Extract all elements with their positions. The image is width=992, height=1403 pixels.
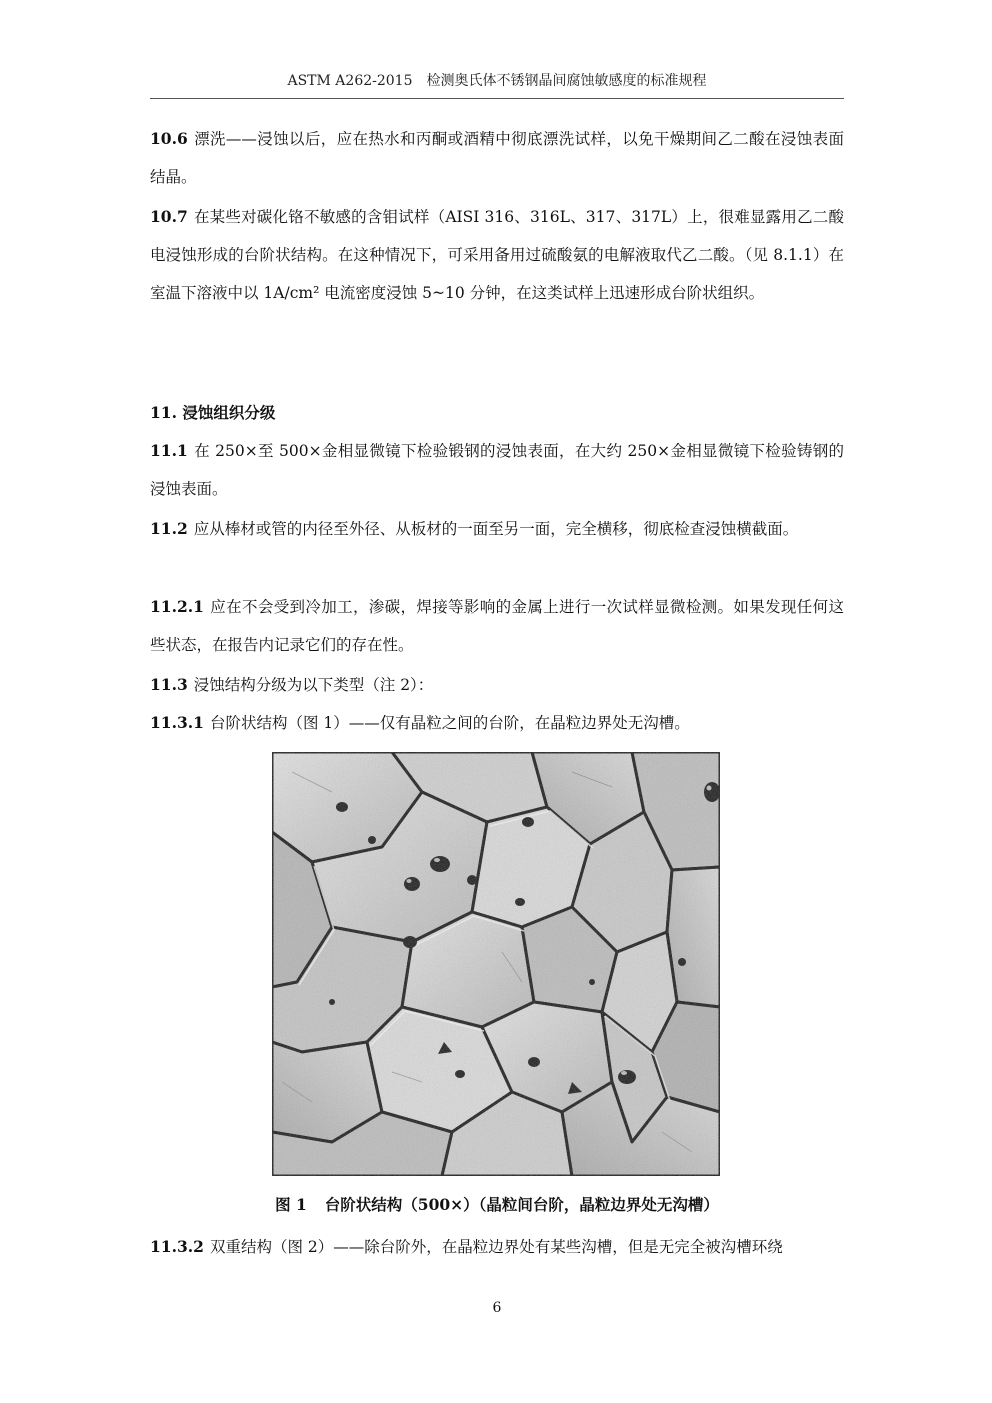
figure-caption-text: 台阶状结构（500×）（晶粒间台阶，晶粒边界处无沟槽） [324, 1195, 719, 1214]
paragraph-11-3-1 [150, 704, 844, 742]
paragraph-10-6 [150, 120, 844, 196]
clause-text: 在某些对碳化铬不敏感的含钼试样（AISI 316、316L、317、317L）上，很难显露用乙二酸电浸蚀形成的台阶状结构。在这种情况下，可采用备用过硫酸氨的电解液取代乙二酸。（见 8.1.1）在室温下溶液中以 1A/cm² 电流密度浸蚀 5~10 分钟，在这类试样上迅速形成台阶状组织。 [150, 208, 844, 302]
paragraph-10-7 [150, 198, 844, 312]
paragraph-11-3-2 [150, 1228, 844, 1266]
figure-caption [150, 1190, 844, 1220]
micrograph-image [272, 752, 720, 1176]
clause-number: 11.1 [150, 441, 188, 460]
clause-number: 11.3.2 [150, 1237, 204, 1256]
running-header: ASTM A262-2015 检测奥氏体不锈钢晶间腐蚀敏感度的标准规程 [150, 70, 844, 99]
clause-number: 10.6 [150, 129, 188, 148]
paragraph-11-2-1 [150, 588, 844, 664]
section-number: 11. [150, 403, 177, 422]
page-number: 6 [492, 1300, 502, 1316]
clause-text: 双重结构（图 2）——除台阶外，在晶粒边界处有某些沟槽，但是无完全被沟槽环绕 [209, 1238, 783, 1256]
clause-text: 应在不会受到冷加工，渗碳，焊接等影响的金属上进行一次试样显微检测。如果发现任何这些状态，在报告内记录它们的存在性。 [150, 598, 844, 654]
paragraph-11-2 [150, 510, 844, 548]
section-heading-11 [150, 394, 844, 432]
clause-number: 11.3 [150, 675, 188, 694]
clause-text: 在 250×至 500×金相显微镜下检验锻钢的浸蚀表面，在大约 250×金相显微镜下检验铸钢的浸蚀表面。 [150, 442, 844, 498]
clause-number: 11.2 [150, 519, 188, 538]
clause-text: 浸蚀结构分级为以下类型（注 2）： [193, 676, 434, 694]
section-title: 浸蚀组织分级 [182, 403, 276, 422]
clause-text: 台阶状结构（图 1）——仅有晶粒之间的台阶，在晶粒边界处无沟槽。 [209, 714, 690, 732]
clause-text: 漂洗——浸蚀以后，应在热水和丙酮或酒精中彻底漂洗试样，以免干燥期间乙二酸在浸蚀表面结晶。 [150, 130, 844, 186]
clause-text: 应从棒材或管的内径至外径、从板材的一面至另一面，完全横移，彻底检查浸蚀横截面。 [193, 520, 799, 538]
clause-number: 11.3.1 [150, 713, 204, 732]
clause-number: 10.7 [150, 207, 188, 226]
paragraph-11-3 [150, 666, 844, 704]
figure-label: 图 1 [275, 1195, 307, 1214]
clause-number: 11.2.1 [150, 597, 204, 616]
paragraph-11-1 [150, 432, 844, 508]
